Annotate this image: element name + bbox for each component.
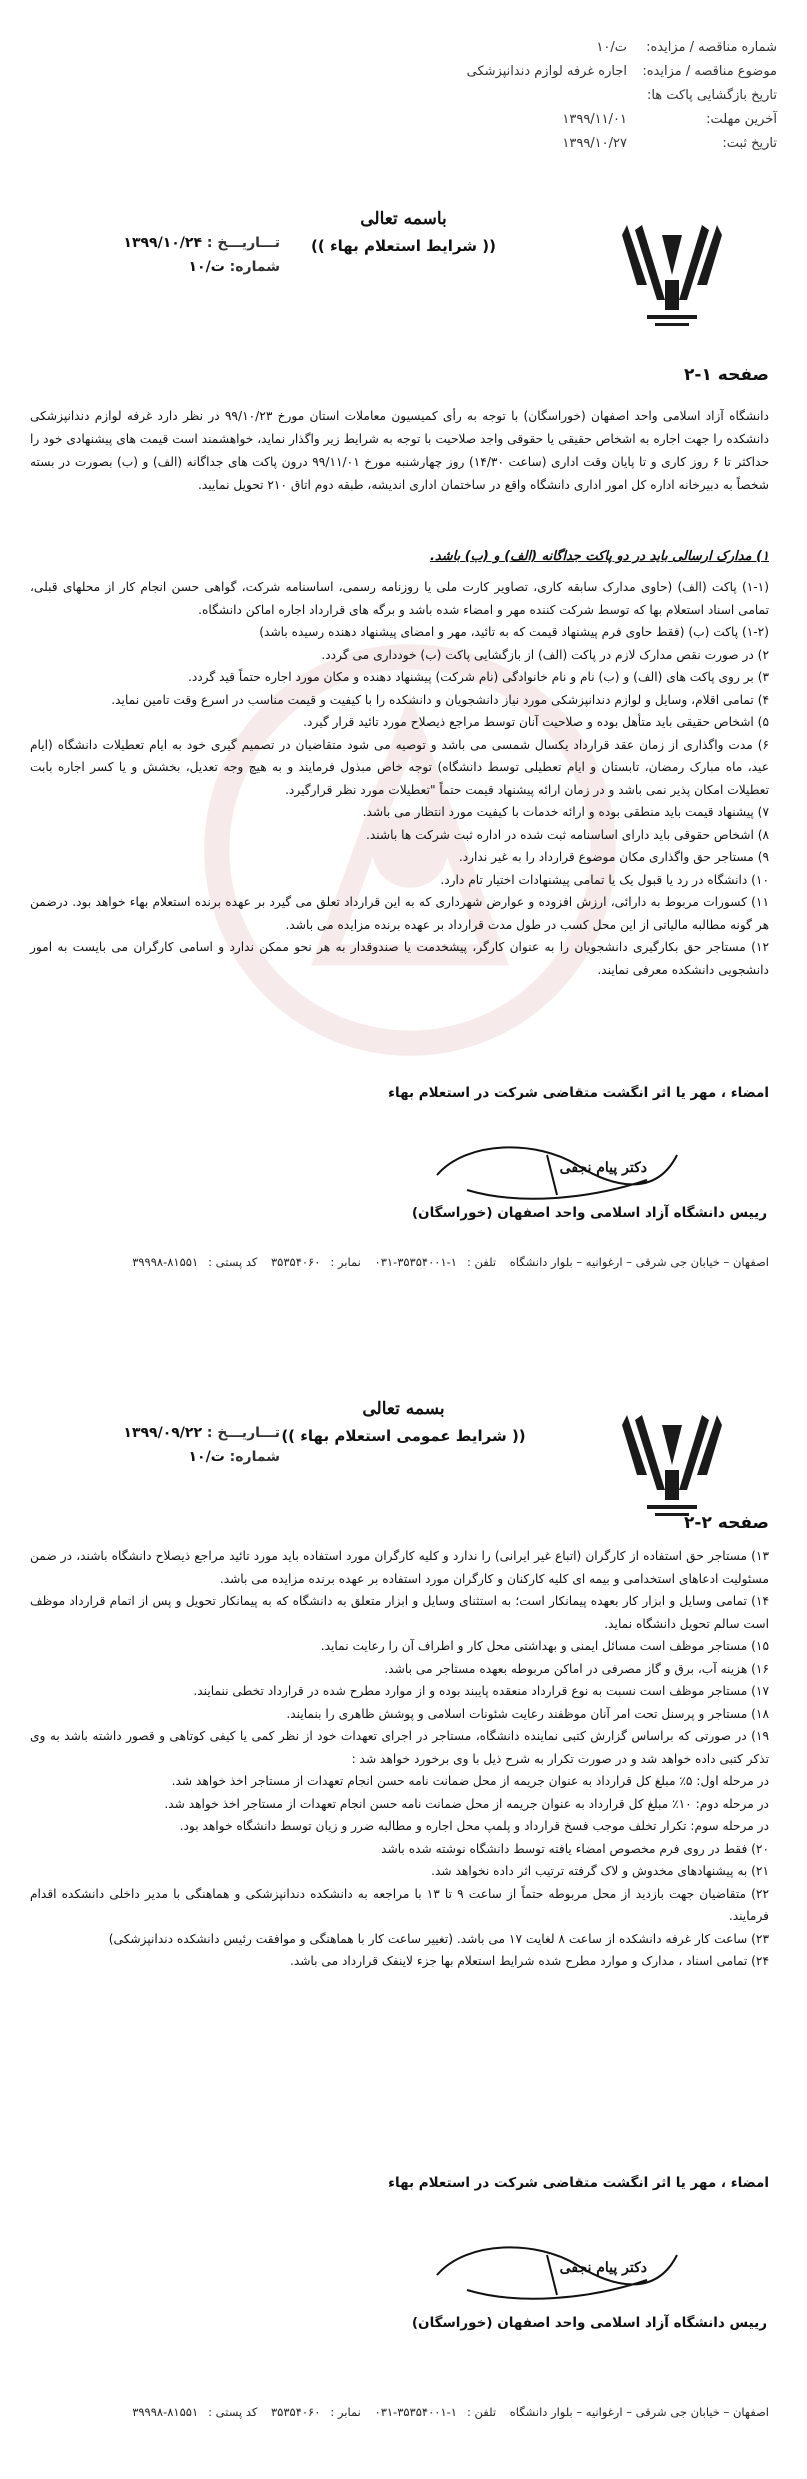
list-item: ۱۰) دانشگاه در رد یا قبول یک یا تمامی پیشنهادات اختیار تام دارد. xyxy=(440,872,769,887)
footer-phone-value: ۱-۳۵۳۵۴۰۰۱-۰۳۱ xyxy=(374,1255,457,1269)
registration-date-label: تاریخ ثبت: xyxy=(722,136,777,151)
list-item: ۱۱) کسورات مربوط به دارائی، ارزش افزوده و عوارض شهرداری که به این قرارداد تعلق می گیرد بر عهده برنده استعلام بهاء خواهد بود. درضمن هر گونه مطالبه مالیاتی از این محل کسب در طول مدت قرارداد بر عهده برنده مزایده می باشد. xyxy=(30,895,769,932)
address-footer xyxy=(30,1255,769,1269)
tender-number-label: شماره مناقصه / مزایده: xyxy=(646,40,777,55)
footer-fax-label: نمابر : xyxy=(330,1255,361,1269)
date-label: تـــاریـــخ : xyxy=(206,235,280,251)
signer-title: رییس دانشگاه آزاد اسلامی واحد اصفهان (خوراسگان) xyxy=(411,2315,767,2331)
tender-number-value: ت/۱۰ xyxy=(596,40,627,55)
registration-date-row xyxy=(337,132,777,156)
list-item: ۴) تمامی اقلام، وسایل و لوازم دندانپزشکی مورد نیاز دانشجویان و دانشکده را با کیفیت و قیمت مناسب در اسرع وقت تامین نماید. xyxy=(111,692,769,707)
university-logo-icon xyxy=(617,1405,727,1525)
registration-date-value: ۱۳۹۹/۱۰/۲۷ xyxy=(562,136,627,151)
footer-fax-value: ۳۵۳۵۴۰۶۰ xyxy=(271,1255,321,1269)
opening-date-row xyxy=(337,84,777,108)
list-item: ۱۳) مستاجر حق استفاده از کارگران (اتباع غیر ایرانی) را ندارد و کلیه کارگران مورد استفاده باید مورد تائید مراجع ذیصلاح دانشگاه باشند، در ضمن مسئولیت ادعاهای استخدامی و بیمه ای کلیه کارکنان و کارگران مورد استفاده بر عهده برنده مزایده می باشد. xyxy=(30,1549,769,1586)
deadline-label: آخرین مهلت: xyxy=(706,112,777,127)
subject-label: موضوع مناقصه / مزایده: xyxy=(642,64,777,79)
list-item: ۱۲) مستاجر حق بکارگیری دانشجویان را به عنوان کارگر، پیشخدمت یا صندوقدار به هر نحو ممکن ندارد و اسامی کارگران می بایست به امور دانشجویی دانشکده معرفی نمایند. xyxy=(30,940,769,977)
bismillah-heading: بسمه تعالی xyxy=(362,1399,445,1419)
list-item: (۱-۲) پاکت (ب) (فقط حاوی فرم پیشنهاد قیمت که به تائید، مهر و امضای پیشنهاد دهنده رسیده باشد) xyxy=(259,625,769,639)
list-item: ۱۸) مستاجر و پرسنل تحت امر آنان موظفند رعایت شئونات اسلامی و پوشش ظاهری را بنمایند. xyxy=(286,1706,769,1721)
list-item: در مرحله اول: ۵٪ مبلغ کل قرارداد به عنوان جریمه از محل ضمانت نامه حسن انجام تعهدات از مستاجر اخذ خواهد شد. xyxy=(171,1774,769,1788)
list-item: ۳) بر روی پاکت های (الف) و (ب) نام و نام خانوادگی (نام شرکت) پیشنهاد دهنده و مکان مورد اجاره حتماً قید گردد. xyxy=(187,670,769,684)
tender-number-row xyxy=(337,36,777,60)
letter-date-box xyxy=(40,235,280,283)
date-value: ۱۳۹۹/۰۹/۲۲ xyxy=(123,1425,203,1441)
tender-info-block xyxy=(337,36,777,156)
signer-name: دکتر پیام نجفی xyxy=(559,1160,647,1176)
footer-phone-label: تلفن : xyxy=(466,1255,497,1269)
list-item: ۸) اشخاص حقوقی باید دارای اساسنامه ثبت شده در اداره ثبت شرکت ها باشند. xyxy=(365,827,769,842)
footer-address: اصفهان – خیابان جی شرقی – ارغوانیه – بلوار دانشگاه xyxy=(509,2405,769,2419)
date-value: ۱۳۹۹/۱۰/۲۴ xyxy=(123,235,203,251)
list-item: ۱۹) در صورتی که براساس گزارش کتبی نماینده دانشگاه، مستاجر در اجرای تعهدات خود از نظر کمی یا کیفی کوتاهی و قصور داشته باشد به وی تذکر کتبی داده خواهد شد و در صورت تکرار به شرح ذیل با وی برخورد خواهد شد : xyxy=(30,1729,769,1766)
footer-postal-value: ۸۱۵۵۱-۳۹۹۹۸ xyxy=(132,1255,199,1269)
list-item: ۲۴) تمامی اسناد ، مدارک و موارد مطرح شده شرایط استعلام بها جزء لاینفک قرارداد می باشد. xyxy=(289,1954,769,1968)
list-item: ۲۰) فقط در روی فرم مخصوص امضاء یافته توسط دانشگاه نوشته شده باشد xyxy=(381,1841,769,1856)
opening-date-label: تاریخ بازگشایی پاکت ها: xyxy=(646,88,777,103)
signature-heading: امضاء ، مهر یا اثر انگشت متقاضی شرکت در استعلام بهاء xyxy=(388,1085,769,1101)
list-item: ۲۲) متقاضیان جهت بازدید از محل مربوطه حتماً از ساعت ۹ تا ۱۳ با مراجعه به دانشکده دندانپزشکی و هماهنگی با مدیر داخلی دانشکده اقدام فرمایند. xyxy=(30,1886,769,1923)
address-footer xyxy=(30,2405,769,2419)
letter-number-label: شماره: xyxy=(229,1449,280,1465)
handwritten-signature-icon xyxy=(427,2235,687,2305)
list-item: در مرحله دوم: ۱۰٪ مبلغ کل قرارداد به عنوان جریمه از محل ضمانت نامه حسن انجام تعهدات از مستاجر اخذ خواهد شد. xyxy=(164,1796,769,1811)
page-1 xyxy=(0,205,807,1345)
list-item: ۱۷) مستاجر موظف است نسبت به نوع قرارداد منعقده پایبند بوده و از موارد مطرح شده در قرارداد تخطی ننمایند. xyxy=(193,1684,769,1698)
deadline-value: ۱۳۹۹/۱۱/۰۱ xyxy=(562,112,627,127)
bismillah-heading: باسمه تعالی xyxy=(360,209,447,229)
list-item: ۲۱) به پیشنهادهای مخدوش و لاک گرفته ترتیب اثر داده نخواهد شد. xyxy=(431,1864,769,1878)
list-item: (۱-۱) پاکت (الف) (حاوی مدارک سابقه کاری، تصاویر کارت ملی یا روزنامه رسمی، اساسنامه شرکت، گواهی حسن انجام کار از محلهای قبلی، تمامی اسناد استعلام بها که توسط شرکت کننده مهر و امضاء شده باشد و برگه های قرارداد اجاره اماکن دانشگاه. xyxy=(30,580,769,617)
list-item: ۵) اشخاص حقیقی باید متأهل بوده و صلاحیت آنان توسط مراجع ذیصلاح مورد تائید قرار گیرد. xyxy=(303,715,769,729)
letter-number-label: شماره: xyxy=(229,259,280,275)
handwritten-signature-icon xyxy=(427,1135,687,1205)
signer-title: رییس دانشگاه آزاد اسلامی واحد اصفهان (خوراسگان) xyxy=(411,1205,767,1221)
list-item: ۲۳) ساعت کار غرفه دانشکده از ساعت ۸ لغایت ۱۷ می باشد. (تغییر ساعت کار با هماهنگی و موافقت رئیس دانشکده دندانپزشکی) xyxy=(108,1931,769,1946)
list-item: در مرحله سوم: تکرار تخلف موجب فسخ قرارداد و پلمپ محل اجاره و مطالبه ضرر و زیان توسط دانشگاه خواهد بود. xyxy=(179,1819,769,1833)
footer-phone-value: ۱-۳۵۳۵۴۰۰۱-۰۳۱ xyxy=(374,2405,457,2419)
list-item: ۹) مستاجر حق واگذاری مکان موضوع قرارداد را به غیر ندارد. xyxy=(458,850,769,864)
page-title: صفحه ۱-۲ xyxy=(684,365,769,385)
footer-phone-label: تلفن : xyxy=(466,2405,497,2419)
letter-date-box xyxy=(40,1425,280,1473)
list-item: ۱۴) تمامی وسایل و ابزار کار بعهده پیمانکار است؛ به استثنای وسایل و ابزار متعلق به دانشگاه که به پیمانکار تحویل و پس از اتمام قرارداد موظف است سالم تحویل دانشگاه نماید. xyxy=(30,1594,769,1631)
footer-address: اصفهان – خیابان جی شرقی – ارغوانیه – بلوار دانشگاه xyxy=(509,1255,769,1269)
docs-heading: ۱) مدارک ارسالی باید در دو پاکت جداگانه (الف) و (ب) باشد. xyxy=(429,549,769,564)
footer-fax-value: ۳۵۳۵۴۰۶۰ xyxy=(271,2405,321,2419)
list-item: ۱۶) هزینه آب، برق و گاز مصرفی در اماکن مربوطه بعهده مستاجر می باشد. xyxy=(384,1661,769,1676)
conditions-title: (( شرایط استعلام بهاء )) xyxy=(311,237,496,255)
signature-heading: امضاء ، مهر یا اثر انگشت متقاضی شرکت در استعلام بهاء xyxy=(388,2175,769,2191)
date-label: تـــاریـــخ : xyxy=(206,1425,280,1441)
items-list xyxy=(30,1545,769,1973)
list-item: ۱۵) مستاجر موظف است مسائل ایمنی و بهداشتی محل کار و اطراف آن را رعایت نماید. xyxy=(320,1639,769,1653)
page-2 xyxy=(0,1395,807,2479)
footer-postal-label: کد پستی : xyxy=(208,2405,258,2419)
letter-number-value: ۱۰/ت xyxy=(188,1449,225,1465)
footer-postal-value: ۸۱۵۵۱-۳۹۹۹۸ xyxy=(132,2405,199,2419)
list-item: ۲) در صورت نقص مدارک لازم در پاکت (الف) از بازگشایی پاکت (ب) خودداری می گردد. xyxy=(321,647,769,662)
intro-paragraph: دانشگاه آزاد اسلامی واحد اصفهان (خوراسگان) با توجه به رأی کمیسیون معاملات استان مورخ ۹۹/۱۰/۲۳ در نظر دارد غرفه لوازم دندانپزشکی دانشکده را جهت اجاره به اشخاص حقیقی یا حقوقی واجد صلاحیت با توجه به شرایط زیر واگذار نماید، خواهشمند است قیمت های پیشنهادی خود را حداکثر تا ۶ روز کاری و تا پایان وقت اداری (ساعت ۱۴/۳۰) روز چهارشنبه مورخ ۹۹/۱۱/۰۱ درون پاکت های جداگانه (الف) و (ب) بصورت در بسته شخصاً به دبیرخانه اداره کل امور اداری دانشگاه واقع در ساختمان اداری اندیشه، طبقه دوم اتاق ۲۱۰ تحویل نمایید. xyxy=(30,409,769,492)
subject-value: اجاره غرفه لوازم دندانپزشکی xyxy=(466,64,627,79)
university-logo-icon xyxy=(617,215,727,335)
letter-number-value: ۱۰/ت xyxy=(188,259,225,275)
footer-postal-label: کد پستی : xyxy=(208,1255,258,1269)
items-list xyxy=(30,545,769,981)
footer-fax-label: نمابر : xyxy=(330,2405,361,2419)
list-item: ۶) مدت واگذاری از زمان عقد قرارداد یکسال شمسی می باشد و توصیه می شود متقاضیان در تصمیم گیری خود به ایام تعطیلات دانشگاه (ایام عید، ماه مبارک رمضان، تابستان و ایام تعطیلی توسط دانشگاه) توجه خاص مبذول فرمایند و به هیچ وجه تعدیل، بخشش و یا کسر اجاره بابت تعطیلات امکان پذیر نمی باشد و در زمان ارائه پیشنهاد قیمت حتماً "تعطیلات مورد نظر قرارگیرد. xyxy=(30,737,769,797)
subject-row xyxy=(337,60,777,84)
page-title: صفحه ۲-۲ xyxy=(684,1513,769,1533)
conditions-title: (( شرایط عمومی استعلام بهاء )) xyxy=(281,1427,526,1445)
deadline-row xyxy=(337,108,777,132)
signer-name: دکتر پیام نجفی xyxy=(559,2260,647,2276)
list-item: ۷) پیشنهاد قیمت باید منطقی بوده و ارائه خدمات با کیفیت مورد انتظار می باشد. xyxy=(362,805,769,819)
